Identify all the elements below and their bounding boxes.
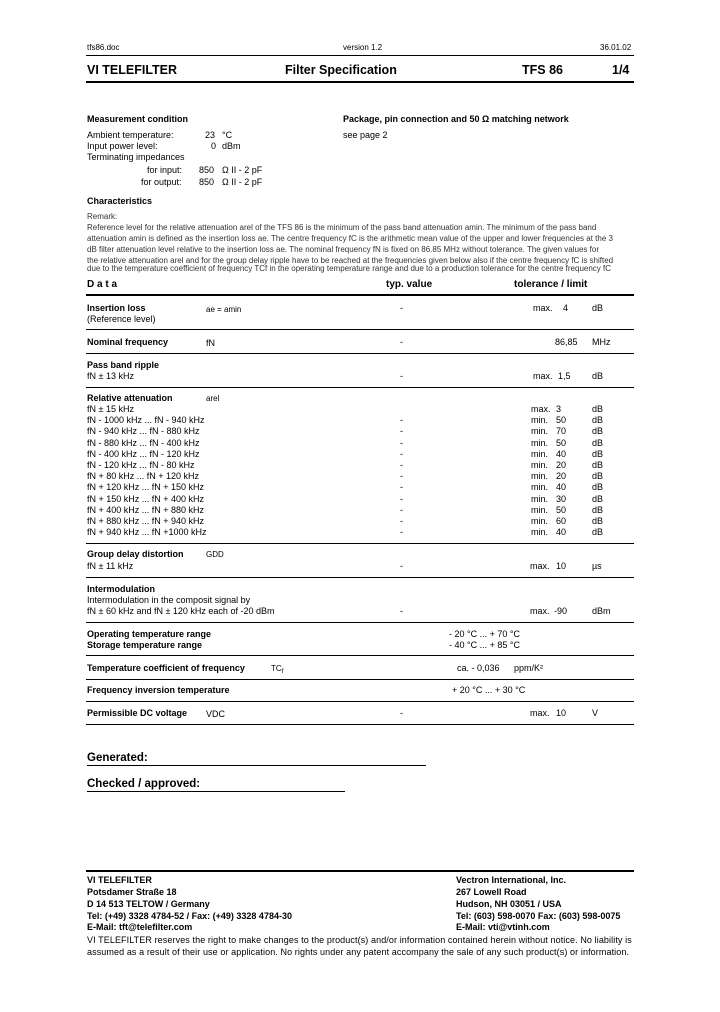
- rule-1: [86, 329, 634, 330]
- tc-label: Temperature coefficient of frequency: [87, 663, 245, 673]
- intermod-line2: fN ± 60 kHz and fN ± 120 kHz each of -20 dBm: [87, 606, 275, 616]
- insertion-typ: -: [400, 303, 403, 313]
- rel-row-limit-prefix: min.: [531, 516, 549, 526]
- rule-8: [86, 679, 634, 680]
- rel-row-unit: dB: [592, 493, 604, 504]
- power-label: Input power level:: [87, 141, 158, 151]
- inversion-value: + 20 °C ... + 30 °C: [452, 685, 526, 695]
- rel-row-cond: fN + 80 kHz ... fN + 120 kHz: [87, 471, 200, 482]
- gdd-symbol: GDD: [206, 550, 224, 559]
- rel-row-unit: dB: [592, 482, 604, 493]
- data-header-col2: typ. value: [386, 279, 433, 290]
- rel-row-limit-prefix: min.: [531, 437, 549, 448]
- rel-row-typ: -: [400, 527, 403, 538]
- rel-row-limit-prefix: min.: [531, 448, 549, 459]
- rule-9: [86, 701, 634, 702]
- dc-label: Permissible DC voltage: [87, 708, 188, 718]
- st-temp-value: - 40 °C ... + 85 °C: [449, 640, 520, 650]
- rel-row-limit-value: 60: [556, 516, 567, 526]
- data-header-rule: [86, 294, 634, 296]
- footer-right-3: Hudson, NH 03051 / USA: [456, 899, 562, 909]
- rel-row-unit: dB: [592, 516, 604, 526]
- rule-3: [86, 387, 634, 388]
- rel-row-typ: -: [400, 482, 403, 493]
- rel-row-unit: dB: [592, 460, 604, 470]
- relative-label: Relative attenuation: [87, 393, 173, 403]
- intermod-limit-value: -90: [554, 606, 568, 616]
- rel-row-limit-prefix: min.: [531, 527, 549, 538]
- footer-left-4: Tel: (+49) 3328 4784-52 / Fax: (+49) 3328 4784-30: [87, 911, 292, 921]
- gdd-cond: fN ± 11 kHz: [87, 561, 134, 571]
- ambient-label: Ambient temperature:: [87, 130, 174, 140]
- tc-symbol: $TC_f$: [271, 664, 284, 675]
- inversion-label: Frequency inversion temperature: [87, 685, 230, 695]
- footer-right-1: Vectron International, Inc.: [456, 875, 567, 885]
- footer-left-1: VI TELEFILTER: [87, 875, 152, 885]
- rule-4: [86, 543, 634, 544]
- term-label: Terminating impedances: [87, 152, 185, 162]
- header-rule-top: [86, 55, 634, 56]
- generated-label: Generated:: [87, 752, 148, 764]
- rule-6: [86, 622, 634, 623]
- nominal-unit: MHz: [592, 337, 611, 347]
- rel-row-limit-value: 50: [556, 437, 567, 448]
- header-doc-type: Filter Specification: [285, 63, 397, 77]
- package-title: Package, pin connection and 50 Ω matching network: [343, 114, 569, 124]
- input-unit: Ω II - 2 pF: [222, 165, 263, 175]
- rel-row-typ: -: [400, 471, 403, 482]
- nominal-typ: -: [400, 337, 403, 347]
- rule-2: [86, 353, 634, 354]
- rel-row-typ: -: [400, 460, 403, 470]
- checked-label: Checked / approved:: [87, 778, 201, 790]
- rule-5: [86, 577, 634, 578]
- rel-row-unit: dB: [592, 504, 604, 515]
- rule-10: [86, 724, 634, 725]
- footer-right-2: 267 Lowell Road: [456, 887, 527, 897]
- insertion-sublabel: (Reference level): [87, 314, 156, 324]
- gdd-typ: -: [400, 561, 403, 571]
- rel-row-limit-prefix: min.: [531, 482, 549, 493]
- rel-row-typ: -: [400, 504, 403, 515]
- remark-line-2: attenuation amin is defined as the insertion loss ae. The centre frequency fC is the arithmetic mean value of the upper and lower frequencies at the 3: [87, 234, 613, 243]
- gdd-label: Group delay distortion: [87, 549, 184, 559]
- st-temp-label: Storage temperature range: [87, 640, 203, 650]
- rel-row-limit-prefix: min.: [531, 493, 549, 504]
- rel-row-limit-value: 30: [556, 493, 567, 504]
- footer-left-2: Potsdamer Straße 18: [87, 887, 177, 897]
- power-unit: dBm: [222, 141, 241, 151]
- rel-row-typ: -: [400, 516, 403, 526]
- remark-line-4: the relative attenuation arel and for the group delay ripple have to be reached at the frequencies given below also if the centre frequency fC is shifted: [87, 256, 614, 265]
- header-company: VI TELEFILTER: [87, 63, 178, 77]
- rel-row-cond: fN - 400 kHz ... fN - 120 kHz: [87, 448, 200, 459]
- footer-left-5: E-Mail: tft@telefilter.com: [87, 922, 193, 932]
- rel-row-cond: fN - 120 kHz ... fN - 80 kHz: [87, 460, 195, 470]
- footer-right-4: Tel: (603) 598-0070 Fax: (603) 598-0075: [456, 911, 621, 921]
- rel-row-unit: dB: [592, 448, 604, 459]
- rel-row-cond: fN - 1000 kHz ... fN - 940 kHz: [87, 415, 205, 426]
- rel-row-limit-value: 50: [556, 415, 567, 426]
- nominal-limit-value: 86,85: [555, 337, 578, 347]
- tc-symbol-sub: f: [281, 668, 284, 675]
- rel-row-typ: -: [400, 426, 403, 437]
- rel-row-cond: fN + 400 kHz ... fN + 880 kHz: [87, 504, 205, 515]
- rel-row-limit-value: 20: [556, 471, 567, 482]
- rel-row-cond: fN ± 15 kHz: [87, 404, 134, 414]
- rel-row-limit-value: 50: [556, 504, 567, 515]
- rel-row-unit: dB: [592, 527, 604, 538]
- dc-limit-value: 10: [556, 708, 567, 718]
- generated-line: [87, 765, 426, 766]
- rel-row-limit-value: 40: [556, 448, 567, 459]
- gdd-unit: µs: [592, 561, 602, 571]
- dc-limit-prefix: max.: [530, 708, 550, 718]
- header-page: 1/4: [612, 63, 630, 77]
- ambient-unit: °C: [222, 130, 233, 140]
- remark-line-3: dB filter attenuation level relative to the insertion loss ae. The nominal frequency fN is fixed on 86.85 MHz without tolerance. The given values for: [87, 245, 599, 254]
- ripple-limit-prefix: max.: [533, 371, 553, 381]
- ripple-cond: fN ± 13 kHz: [87, 371, 134, 381]
- rel-row-cond: fN + 880 kHz ... fN + 940 kHz: [87, 516, 205, 526]
- ripple-unit: dB: [592, 371, 604, 381]
- insertion-unit: dB: [592, 303, 604, 313]
- intermod-limit-prefix: max.: [530, 606, 550, 616]
- rel-row-limit-value: 40: [556, 527, 567, 538]
- measurement-title: Measurement condition: [87, 114, 189, 124]
- remark-line-1: Reference level for the relative attenuation arel of the TFS 86 is the minimum of the pass band attenuation amin. The minimum of the pass band: [87, 223, 597, 232]
- insertion-limit-value: 4: [563, 303, 569, 313]
- header-rule-bottom: [86, 81, 634, 83]
- rel-row-unit: dB: [592, 471, 604, 482]
- checked-line: [87, 791, 345, 792]
- dc-unit: V: [592, 708, 599, 718]
- rel-row-limit-prefix: min.: [531, 504, 549, 515]
- package-ref: see page 2: [343, 130, 388, 140]
- insertion-label: Insertion loss: [87, 303, 146, 313]
- ripple-limit-value: 1,5: [558, 371, 571, 381]
- intermod-typ: -: [400, 606, 403, 616]
- rel-row-cond: fN - 880 kHz ... fN - 400 kHz: [87, 437, 200, 448]
- ripple-typ: -: [400, 371, 403, 381]
- header-date: 36.01.02: [600, 43, 632, 52]
- data-header-col3: tolerance / limit: [514, 279, 588, 290]
- header-product: TFS 86: [522, 63, 563, 77]
- footer-right-5: E-Mail: vti@vtinh.com: [456, 922, 550, 932]
- rel-row-unit: dB: [592, 415, 604, 426]
- rel-row-limit-value: 40: [556, 482, 567, 493]
- footer-left-3: D 14 513 TELTOW / Germany: [87, 899, 210, 909]
- rel-row-unit: dB: [592, 426, 604, 437]
- rel-row-typ: -: [400, 415, 403, 426]
- intermod-line1: Intermodulation in the composit signal by: [87, 595, 251, 605]
- footer-disclaimer-1: VI TELEFILTER reserves the right to make changes to the product(s) and/or information contained herein without notice. No liability is: [87, 935, 632, 945]
- insertion-limit-prefix: max.: [533, 303, 553, 313]
- op-temp-label: Operating temperature range: [87, 629, 212, 639]
- rule-7: [86, 655, 634, 656]
- output-unit: Ω II - 2 pF: [222, 177, 263, 187]
- rel-row-typ: -: [400, 448, 403, 459]
- footer-rule: [86, 870, 634, 872]
- gdd-limit-value: 10: [556, 561, 567, 571]
- rel-row-limit-prefix: min.: [531, 460, 549, 470]
- rel-row-typ: -: [400, 437, 403, 448]
- input-value: 850: [199, 165, 215, 175]
- rel-row-cond: fN - 940 kHz ... fN - 880 kHz: [87, 426, 200, 437]
- rel-row-limit-prefix: min.: [531, 471, 549, 482]
- ambient-value: 23: [205, 130, 216, 140]
- rel-row-typ: -: [400, 493, 403, 504]
- header-version: version 1.2: [343, 43, 383, 52]
- nominal-symbol: fN: [206, 338, 215, 348]
- intermod-label: Intermodulation: [87, 584, 155, 594]
- rel-row-limit-prefix: min.: [531, 426, 549, 437]
- tc-value: ca. - 0,036: [457, 663, 500, 673]
- rel-row-unit: dB: [592, 437, 604, 448]
- rel-row-cond: fN + 120 kHz ... fN + 150 kHz: [87, 482, 205, 493]
- characteristics-title: Characteristics: [87, 196, 153, 206]
- rel-row-limit-prefix: min.: [531, 415, 549, 426]
- intermod-unit: dBm: [592, 606, 611, 616]
- rel-row-limit-value: 70: [556, 426, 567, 437]
- rel-row-cond: fN + 940 kHz ... fN +1000 kHz: [87, 527, 207, 538]
- rel-row-limit-prefix: max.: [531, 404, 551, 414]
- input-label: for input:: [147, 165, 183, 175]
- footer-disclaimer-2: assumed as a result of their use or application. No rights under any patent accompany the sale of any such product(s) or information.: [87, 947, 630, 957]
- dc-typ: -: [400, 708, 403, 718]
- nominal-label: Nominal frequency: [87, 337, 169, 347]
- remark-label: Remark:: [87, 212, 118, 221]
- relative-symbol: arel: [206, 394, 220, 403]
- dc-symbol: VDC: [206, 709, 226, 719]
- gdd-limit-prefix: max.: [530, 561, 550, 571]
- tc-unit: ppm/K²: [514, 663, 544, 673]
- insertion-symbol: ae = amin: [206, 305, 242, 314]
- rel-row-unit: dB: [592, 404, 604, 414]
- rel-row-limit-value: 3: [556, 404, 562, 414]
- rel-row-cond: fN + 150 kHz ... fN + 400 kHz: [87, 493, 205, 504]
- output-label: for output:: [141, 177, 182, 187]
- power-value: 0: [211, 141, 217, 151]
- rel-row-limit-value: 20: [556, 460, 567, 470]
- ripple-label: Pass band ripple: [87, 360, 160, 370]
- header-filename: tfs86.doc: [87, 43, 120, 52]
- remark-line-5: due to the temperature coefficient of frequency TCf in the operating temperature range and due to a production tolerance for the centre frequency fC: [87, 264, 612, 273]
- output-value: 850: [199, 177, 215, 187]
- op-temp-value: - 20 °C ... + 70 °C: [449, 629, 520, 639]
- data-header-col1: D a t a: [87, 279, 118, 290]
